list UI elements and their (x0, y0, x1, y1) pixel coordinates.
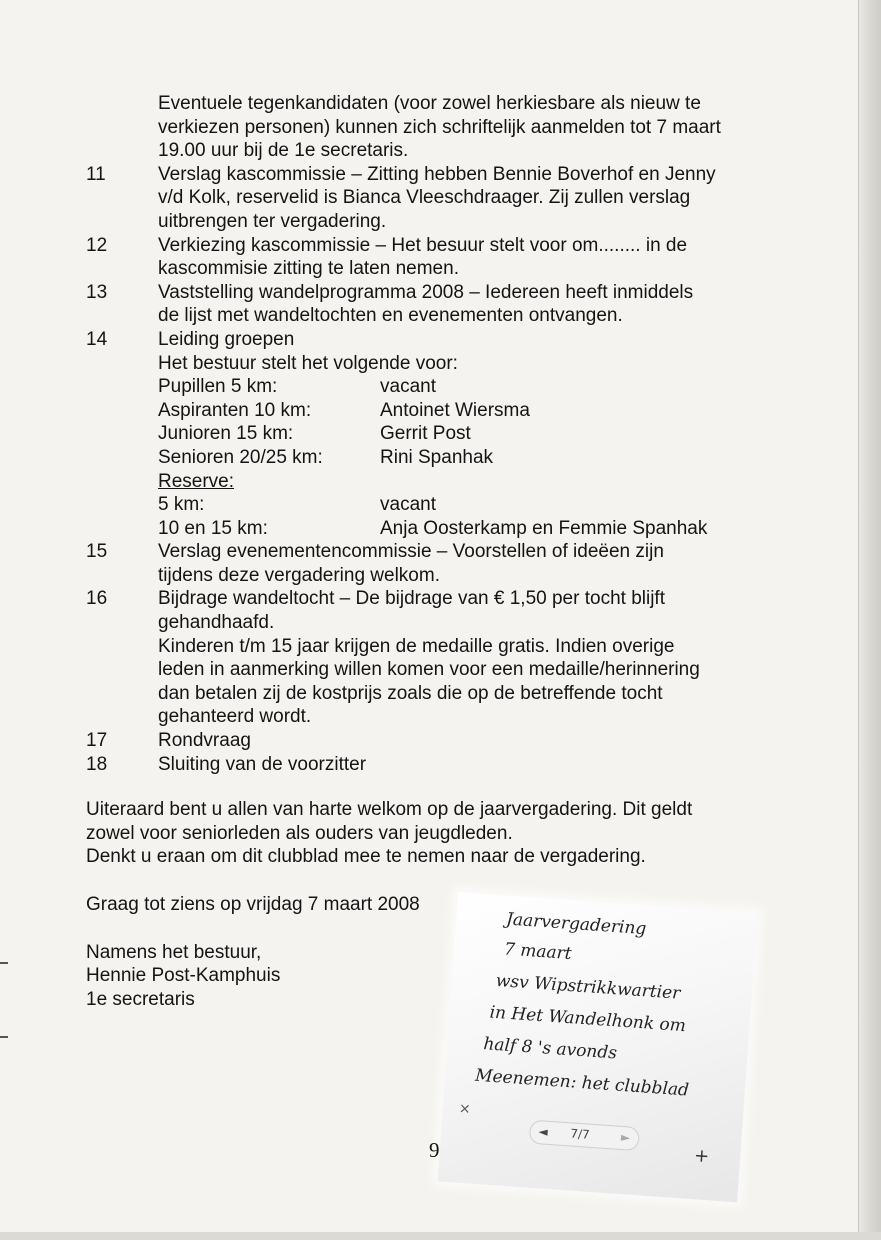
item-number: 11 (86, 163, 106, 185)
note-line: in Het Wandelhonk om (488, 1002, 687, 1037)
agenda-item-18 (86, 753, 806, 777)
text-line: gehanteerd wordt. (158, 706, 312, 728)
text-line: Uiteraard bent u allen van harte welkom op de jaarvergadering. Dit geldt (86, 799, 693, 821)
text-line: gehandhaafd. (158, 612, 275, 634)
text-line: kascommisie zitting te laten nemen. (158, 258, 459, 280)
text-line: v/d Kolk, reservelid is Bianca Vleeschdraager. Zij zullen verslag (158, 187, 691, 209)
note-line: wsv Wipstrikkwartier (495, 970, 681, 1004)
welcome-paragraph (86, 798, 806, 869)
note-pager (529, 1120, 640, 1152)
agenda-item-12 (86, 234, 806, 281)
group-leader: Antoinet Wiersma (380, 399, 530, 421)
text-line: zowel voor seniorleden als ouders van jeugdleden. (86, 822, 513, 844)
agenda-item-15 (86, 540, 806, 587)
note-line: Jaarvergadering (505, 909, 647, 940)
item-number: 14 (86, 328, 108, 350)
sticky-note (438, 892, 757, 1202)
group-label: Aspiranten 10 km: (158, 399, 312, 421)
text-line: Verslag kascommissie – Zitting hebben Bennie Boverhof en Jenny (158, 163, 716, 185)
text-line: de lijst met wandeltochten en evenementen ontvangen. (158, 305, 623, 327)
group-label: Pupillen 5 km: (158, 376, 278, 398)
text-line: Rondvraag (158, 730, 251, 752)
text-line: Bijdrage wandeltocht – De bijdrage van € 1,50 per tocht blijft (158, 588, 665, 610)
note-line: half 8 's avonds (482, 1034, 618, 1064)
reserve-row (158, 517, 806, 541)
item-number: 15 (86, 541, 108, 563)
item-title: Leiding groepen (158, 328, 295, 350)
group-row (158, 399, 806, 423)
chevron-right-icon[interactable]: ► (620, 1129, 631, 1145)
group-label: Senioren 20/25 km: (158, 446, 323, 468)
agenda-item-14 (86, 328, 806, 540)
page-counter: 7/7 (569, 1126, 591, 1142)
text-line: tijdens deze vergadering welkom. (158, 564, 440, 586)
reserve-row (158, 493, 806, 517)
reserve-leader: vacant (380, 494, 436, 516)
group-label: Junioren 15 km: (158, 423, 294, 445)
signer-name: Hennie Post-Kamphuis (86, 965, 281, 987)
item-number: 18 (86, 753, 108, 775)
text-line: dan betalen zij de kostprijs zoals die op de betreffende tocht (158, 682, 663, 704)
group-leader: Rini Spanhak (380, 446, 494, 468)
text-line: Verkiezing kascommissie – Het besuur stelt voor om........ in de (158, 234, 688, 256)
reserve-leader: Anja Oosterkamp en Femmie Spanhak (380, 517, 708, 539)
text-line: Het bestuur stelt het volgende voor: (158, 352, 458, 374)
binding-mark (0, 1036, 8, 1038)
page-number: 9 (429, 1138, 440, 1162)
reserve-heading: Reserve: (158, 470, 235, 492)
group-leader: vacant (380, 376, 436, 398)
add-icon[interactable]: + (693, 1145, 710, 1168)
text-line: Eventuele tegenkandidaten (voor zowel herkiesbare als nieuw te (158, 93, 701, 114)
group-leader: Gerrit Post (380, 423, 471, 445)
agenda-item-11 (86, 163, 806, 234)
close-icon[interactable]: × (458, 1100, 472, 1118)
document-body (86, 92, 806, 1011)
note-line: 7 maart (503, 939, 573, 965)
reserve-label: 10 en 15 km: (158, 517, 268, 539)
text-line: verkiezen personen) kunnen zich schriftelijk aanmelden tot 7 maart (158, 116, 721, 138)
text-line: Namens het bestuur, (86, 941, 262, 963)
group-row (158, 446, 806, 470)
text-line: 19.00 uur bij de 1e secretaris. (158, 140, 409, 162)
text-line: Vaststelling wandelprogramma 2008 – Iedereen heeft inmiddels (158, 281, 694, 303)
text-line: Verslag evenementencommissie – Voorstellen of ideëen zijn (158, 541, 664, 563)
agenda-item-16 (86, 587, 806, 729)
group-row (158, 375, 806, 399)
note-line: Meenemen: het clubblad (474, 1065, 690, 1101)
binding-mark (0, 962, 8, 964)
greeting: Graag tot ziens op vrijdag 7 maart 2008 (86, 894, 420, 915)
agenda-item-17 (86, 729, 806, 753)
agenda-intro (158, 92, 806, 163)
text-line: Kinderen t/m 15 jaar krijgen de medaille gratis. Indien overige (158, 635, 675, 657)
item-number: 17 (86, 730, 108, 752)
signer-role: 1e secretaris (86, 988, 195, 1010)
item-number: 13 (86, 281, 108, 303)
agenda-item-13 (86, 281, 806, 328)
item-number: 16 (86, 588, 108, 610)
text-line: Sluiting van de voorzitter (158, 753, 367, 775)
page-edge (858, 0, 881, 1240)
item-number: 12 (86, 234, 108, 256)
text-line: Denkt u eraan om dit clubblad mee te nemen naar de vergadering. (86, 846, 646, 868)
text-line: leden in aanmerking willen komen voor een medaille/herinnering (158, 659, 700, 681)
chevron-left-icon[interactable]: ◄ (538, 1124, 549, 1139)
group-row (158, 422, 806, 446)
reserve-label: 5 km: (158, 494, 205, 516)
page-bottom-edge (0, 1232, 881, 1240)
text-line: uitbrengen ter vergadering. (158, 210, 387, 232)
